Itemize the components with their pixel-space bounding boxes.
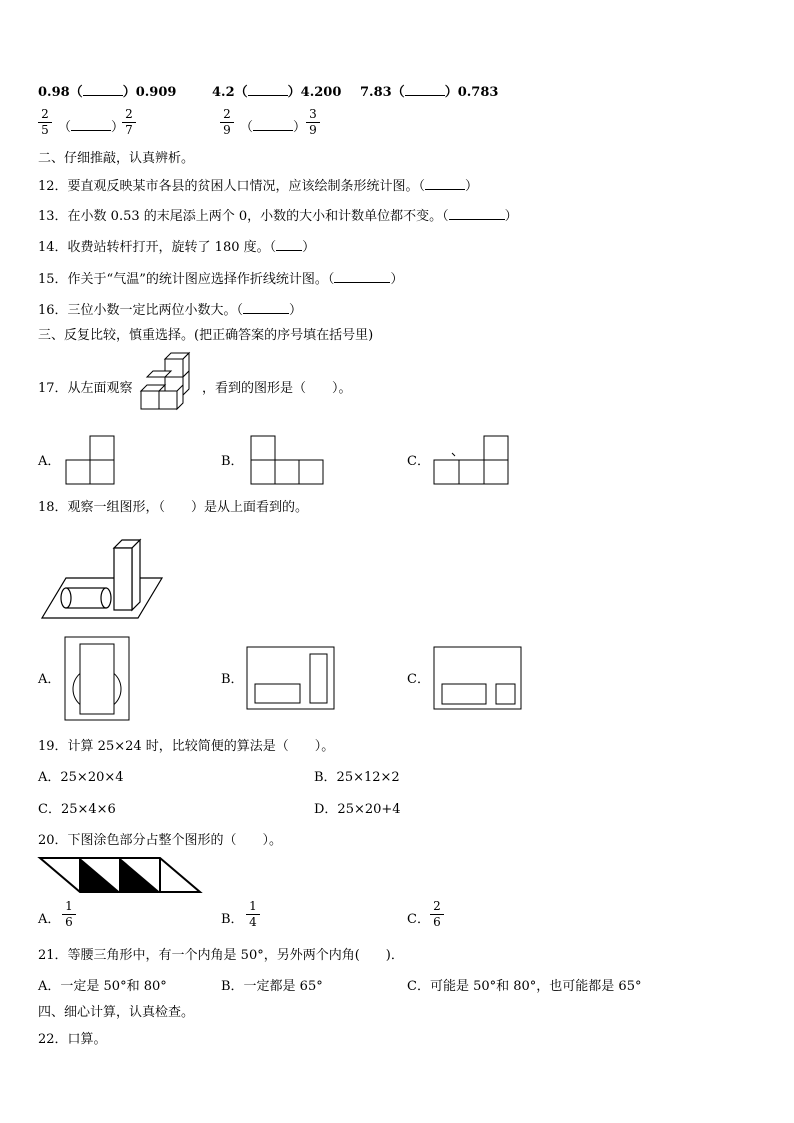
q20-option-c-label[interactable]: C． <box>407 912 430 927</box>
open-paren: （ <box>234 85 248 100</box>
close-paren: ） <box>122 85 136 100</box>
q17-option-a-figure[interactable] <box>66 435 118 487</box>
open-paren: （ <box>391 85 405 100</box>
question-text: 15．作关于“气温”的统计图应选择作折线统计图。（ <box>38 272 335 287</box>
fraction-right-1 <box>122 108 136 137</box>
open-paren: （ <box>240 120 254 135</box>
q20-option-c-fraction[interactable] <box>430 900 444 929</box>
close-paren: ） <box>504 209 518 224</box>
fraction-right-2 <box>306 108 320 137</box>
question-text: 12．要直观反映某市各县的贫困人口情况，应该绘制条形统计图。（ <box>38 179 426 194</box>
compare-left: 7.83 <box>360 85 392 100</box>
close-paren: ） <box>111 120 125 135</box>
close-paren: ） <box>302 240 316 255</box>
q21-option-c[interactable]: C．可能是 50°和 80°，也可能都是 65° <box>407 979 642 994</box>
section-3-heading: 三、反复比较，慎重选择。(把正确答案的序号填在括号里) <box>38 328 374 343</box>
q17-option-c-figure[interactable] <box>433 435 513 487</box>
cube-stack-figure <box>136 357 200 415</box>
numerator: 2 <box>125 107 133 121</box>
close-paren: ） <box>465 179 479 194</box>
q19-option-d[interactable]: D．25×20+4 <box>314 802 401 817</box>
numerator: 1 <box>65 899 73 913</box>
answer-blank[interactable] <box>334 271 390 283</box>
numerator: 2 <box>41 107 49 121</box>
question-16 <box>38 302 302 319</box>
answer-blank[interactable] <box>253 119 293 131</box>
open-paren: （ <box>58 120 72 135</box>
question-14 <box>38 239 315 256</box>
q17-option-b-figure[interactable] <box>250 435 328 487</box>
section-4-heading: 四、细心计算，认真检查。 <box>38 1005 195 1020</box>
q20-option-a-label[interactable]: A． <box>38 912 61 927</box>
q21-option-a[interactable]: A．一定是 50°和 80° <box>38 979 167 994</box>
question-19: 19．计算 25×24 时，比较简便的算法是（ ）。 <box>38 739 335 754</box>
fraction-left-2 <box>220 108 234 137</box>
close-paren: ） <box>289 303 303 318</box>
answer-blank[interactable] <box>449 208 505 220</box>
q17-option-a-label[interactable]: A． <box>38 454 61 469</box>
denominator: 6 <box>65 915 73 929</box>
numerator: 3 <box>309 107 317 121</box>
answer-blank[interactable] <box>276 239 302 251</box>
numerator: 2 <box>223 107 231 121</box>
question-text: 13．在小数 0.53 的末尾添上两个 0，小数的大小和计数单位都不变。（ <box>38 209 449 224</box>
fraction-left-1 <box>38 108 52 137</box>
q21-option-b[interactable]: B．一定都是 65° <box>221 979 323 994</box>
q19-option-b[interactable]: B．25×12×2 <box>314 770 400 785</box>
numerator: 1 <box>249 899 257 913</box>
denominator: 9 <box>223 123 231 137</box>
question-20: 20．下图涂色部分占整个图形的（ ）。 <box>38 833 283 848</box>
question-17-pre: 17．从左面观察 <box>38 381 133 396</box>
close-paren: ） <box>287 85 301 100</box>
q18-3d-scene-figure <box>40 528 164 620</box>
close-paren: ） <box>293 120 307 135</box>
question-22: 22．口算。 <box>38 1032 107 1047</box>
answer-blank[interactable] <box>243 302 289 314</box>
q18-option-c-label[interactable]: C． <box>407 672 430 687</box>
open-paren: （ <box>69 85 83 100</box>
question-17-post: ，看到的图形是（ ）。 <box>202 381 352 396</box>
q17-option-c-label[interactable]: C． <box>407 454 430 469</box>
question-12 <box>38 178 478 195</box>
close-paren: ） <box>390 272 404 287</box>
close-paren: ） <box>444 85 458 100</box>
question-text: 14．收费站转杆打开，旋转了 180 度。（ <box>38 240 277 255</box>
numerator: 2 <box>433 899 441 913</box>
denominator: 9 <box>309 123 317 137</box>
denominator: 4 <box>249 915 257 929</box>
answer-blank[interactable] <box>405 84 445 96</box>
compare-paren-2 <box>240 119 306 136</box>
compare-item-1 <box>38 84 176 101</box>
question-text: 16．三位小数一定比两位小数大。（ <box>38 303 244 318</box>
q20-option-a-fraction[interactable] <box>62 900 76 929</box>
q18-option-c-figure[interactable] <box>433 646 523 712</box>
q18-option-a-label[interactable]: A． <box>38 672 61 687</box>
compare-right: 0.783 <box>457 85 499 100</box>
q18-option-b-label[interactable]: B． <box>221 672 244 687</box>
q19-option-a[interactable]: A．25×20×4 <box>38 770 124 785</box>
q19-option-c[interactable]: C．25×4×6 <box>38 802 116 817</box>
compare-right: 4.200 <box>300 85 342 100</box>
q20-option-b-fraction[interactable] <box>246 900 260 929</box>
question-18: 18．观察一组图形，（ ）是从上面看到的。 <box>38 500 309 515</box>
question-13 <box>38 208 518 225</box>
answer-blank[interactable] <box>71 119 111 131</box>
denominator: 7 <box>125 123 133 137</box>
answer-blank[interactable] <box>83 84 123 96</box>
denominator: 5 <box>41 123 49 137</box>
q17-option-b-label[interactable]: B． <box>221 454 244 469</box>
denominator: 6 <box>433 915 441 929</box>
compare-paren-1 <box>58 119 124 136</box>
compare-left: 0.98 <box>38 85 70 100</box>
compare-left: 4.2 <box>212 85 235 100</box>
section-2-heading: 二、仔细推敲，认真辨析。 <box>38 151 195 166</box>
compare-item-3 <box>360 84 498 101</box>
answer-blank[interactable] <box>425 178 465 190</box>
answer-blank[interactable] <box>248 84 288 96</box>
q20-option-b-label[interactable]: B． <box>221 912 244 927</box>
q18-option-a-figure[interactable] <box>64 636 130 722</box>
q18-option-b-figure[interactable] <box>246 646 336 712</box>
compare-right: 0.909 <box>135 85 177 100</box>
compare-item-2 <box>212 84 341 101</box>
question-15 <box>38 271 403 288</box>
q20-shaded-parallelogram-figure <box>38 856 204 896</box>
question-21: 21．等腰三角形中，有一个内角是 50°，另外两个内角( )． <box>38 948 404 963</box>
